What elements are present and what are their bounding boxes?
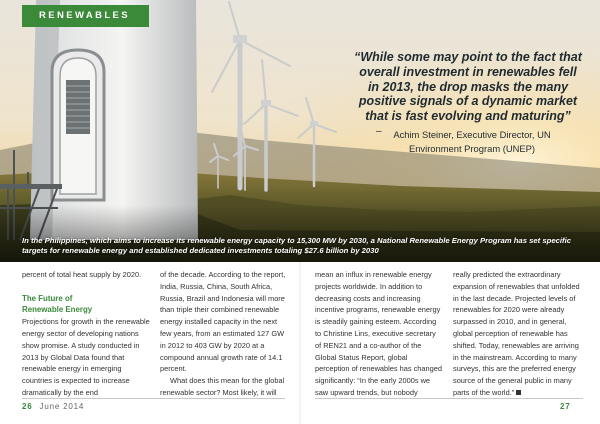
issue-date: June 2014 (39, 402, 85, 411)
text-column-2 (160, 269, 288, 399)
paragraph: percent of total heat supply by 2020. (22, 270, 142, 279)
text-column-3 (315, 269, 443, 399)
paragraph: of the decade. According to the report, India, Russia, China, South Africa, Russia, Brazil and Indonesia will more than triple their combined renewable energy installed capacity in the next few years, from an estimated 127 GW in 2012 to 403 GW by 2020 at a compound annual growth rate of 14.1 percent. (160, 270, 286, 374)
footer-left (22, 402, 84, 411)
attribution-dash: – (376, 126, 382, 137)
subheading-line-2: Renewable Energy (22, 305, 93, 315)
footer-rule-right (315, 398, 583, 399)
paragraph: What does this mean for the global renewable sector? Most likely, it will (160, 376, 285, 397)
section-tag: RENEWABLES (22, 5, 149, 27)
paragraph: mean an influx in renewable energy projects worldwide. In addition to decreasing costs and increasing incentive programs, renewable energy is steadily gaining esteem. According to Christine Lins, executive secretary of REN21 and a co-author of the Global Status Report, global perception of renewables has changed significantly: “In the early 2000s we saw upward trends, but nobody (315, 270, 442, 397)
pull-quote: “While some may point to the fact that overall investment in renewables fell in 2013, the drop masks the many positive signals of a dynamic market that is fast evolving and maturing” (354, 50, 582, 124)
subheading-line-1: The Future of (22, 293, 73, 303)
quote-attribution: Achim Steiner, Executive Director, UN Environment Program (UNEP) (393, 129, 551, 155)
paragraph: Projections for growth in the renewable energy sector of developing nations show promise. A study conducted in 2013 by Global Data found that renewable energy in emerging countries is expected to increase dramatically by the end (22, 317, 150, 397)
paragraph-with-end-mark (453, 269, 583, 399)
page-number-left: 26 (22, 402, 33, 411)
page-number-right: 27 (560, 402, 571, 411)
footer-rule-left (22, 398, 285, 399)
text-column-4 (453, 269, 583, 399)
photo-caption: In the Philippines, which aims to increase its renewable energy capacity to 15,300 MW by 2030, a National Renewable Energy Program has set specific targets for renewable energy and established dedicated investments totaling $27.6 billion by 2030 (22, 236, 571, 255)
end-of-article-icon (516, 390, 521, 395)
text-column-1 (22, 269, 150, 399)
page-gutter (299, 262, 301, 424)
paragraph-text: really predicted the extraordinary expansion of renewables that unfolded in the last decade. Projected levels of renewables for 2020 were already surpassed in 2010, and in general, global perception of renewable has shifted. Today, renewables are arriving in the mainstream. According to many surveys, this are the preferred energy source of the general public in many parts of the world.” (453, 270, 580, 397)
